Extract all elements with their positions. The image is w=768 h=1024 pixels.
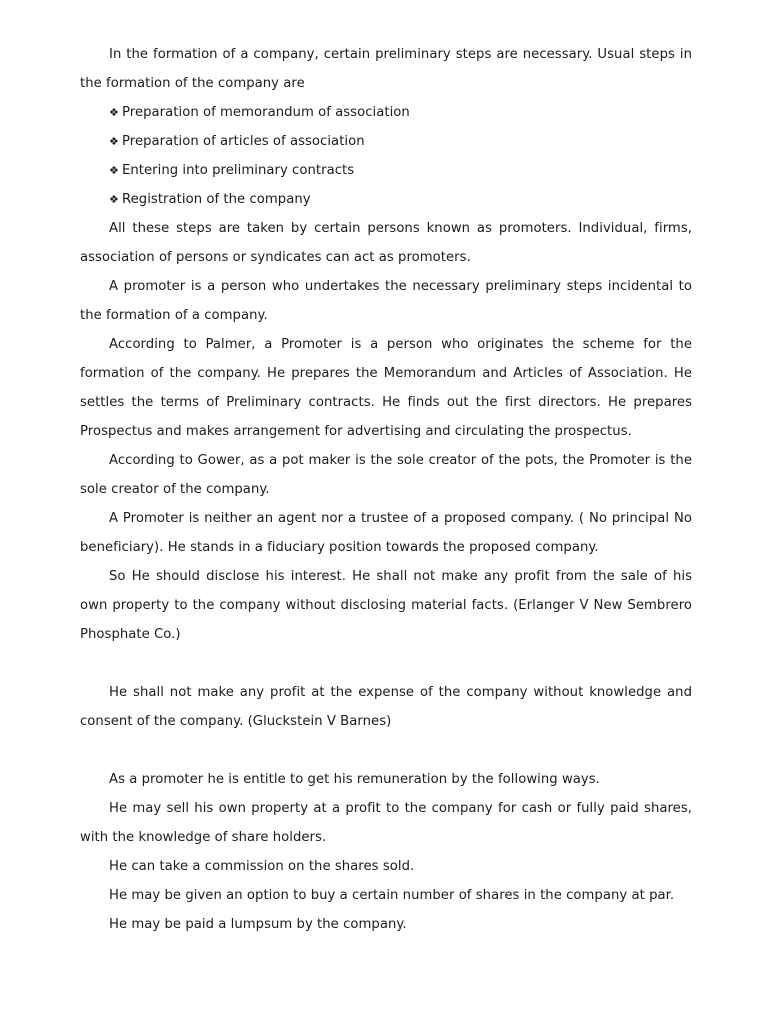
lumpsum-paragraph: He may be paid a lumpsum by the company.	[109, 917, 407, 932]
bullet-item	[80, 127, 692, 156]
fiduciary-paragraph: A Promoter is neither an agent nor a trustee of a proposed company. ( No principal No beneficiary). He stands in a fiduciary position towards the proposed company.	[80, 511, 692, 555]
definition-paragraph: A promoter is a person who undertakes the necessary preliminary steps incidental to the formation of a company.	[80, 279, 692, 323]
bullet-text: Registration of the company	[122, 192, 311, 207]
gower-paragraph: According to Gower, as a pot maker is the sole creator of the pots, the Promoter is the sole creator of the company.	[80, 453, 692, 497]
no-profit-paragraph: He shall not make any profit at the expense of the company without knowledge and consent of the company. (Gluckstein V Barnes)	[80, 685, 692, 729]
promoters-intro-paragraph: All these steps are taken by certain persons known as promoters. Individual, firms, association of persons or syndicates can act as promoters.	[80, 221, 692, 265]
palmer-paragraph: According to Palmer, a Promoter is a person who originates the scheme for the formation of the company. He prepares the Memorandum and Articles of Association. He settles the terms of Preliminary contracts. He finds out the first directors. He prepares Prospectus and makes arrangement for advertising and circulating the prospectus.	[80, 337, 692, 439]
bullet-text: Entering into preliminary contracts	[122, 163, 355, 178]
disclose-paragraph: So He should disclose his interest. He shall not make any profit from the sale of his own property to the company without disclosing material facts. (Erlanger V New Sembrero Phosphate Co.)	[80, 569, 692, 642]
paragraph-spacer	[80, 736, 692, 765]
diamond-bullet-icon: ❖	[109, 135, 119, 148]
remuneration-intro-paragraph: As a promoter he is entitle to get his remuneration by the following ways.	[109, 772, 600, 787]
bullet-item	[80, 98, 692, 127]
commission-paragraph: He can take a commission on the shares sold.	[109, 859, 415, 874]
intro-paragraph: In the formation of a company, certain preliminary steps are necessary. Usual steps in the formation of the company are	[80, 47, 692, 91]
option-paragraph: He may be given an option to buy a certain number of shares in the company at par.	[109, 888, 675, 903]
paragraph-spacer	[80, 649, 692, 678]
document-page	[80, 40, 692, 939]
bullet-item	[80, 156, 692, 185]
bullet-item	[80, 185, 692, 214]
sell-property-paragraph: He may sell his own property at a profit to the company for cash or fully paid shares, with the knowledge of share holders.	[80, 801, 692, 845]
bullet-text: Preparation of memorandum of association	[122, 105, 410, 120]
diamond-bullet-icon: ❖	[109, 193, 119, 206]
diamond-bullet-icon: ❖	[109, 164, 119, 177]
bullet-text: Preparation of articles of association	[122, 134, 365, 149]
diamond-bullet-icon: ❖	[109, 106, 119, 119]
